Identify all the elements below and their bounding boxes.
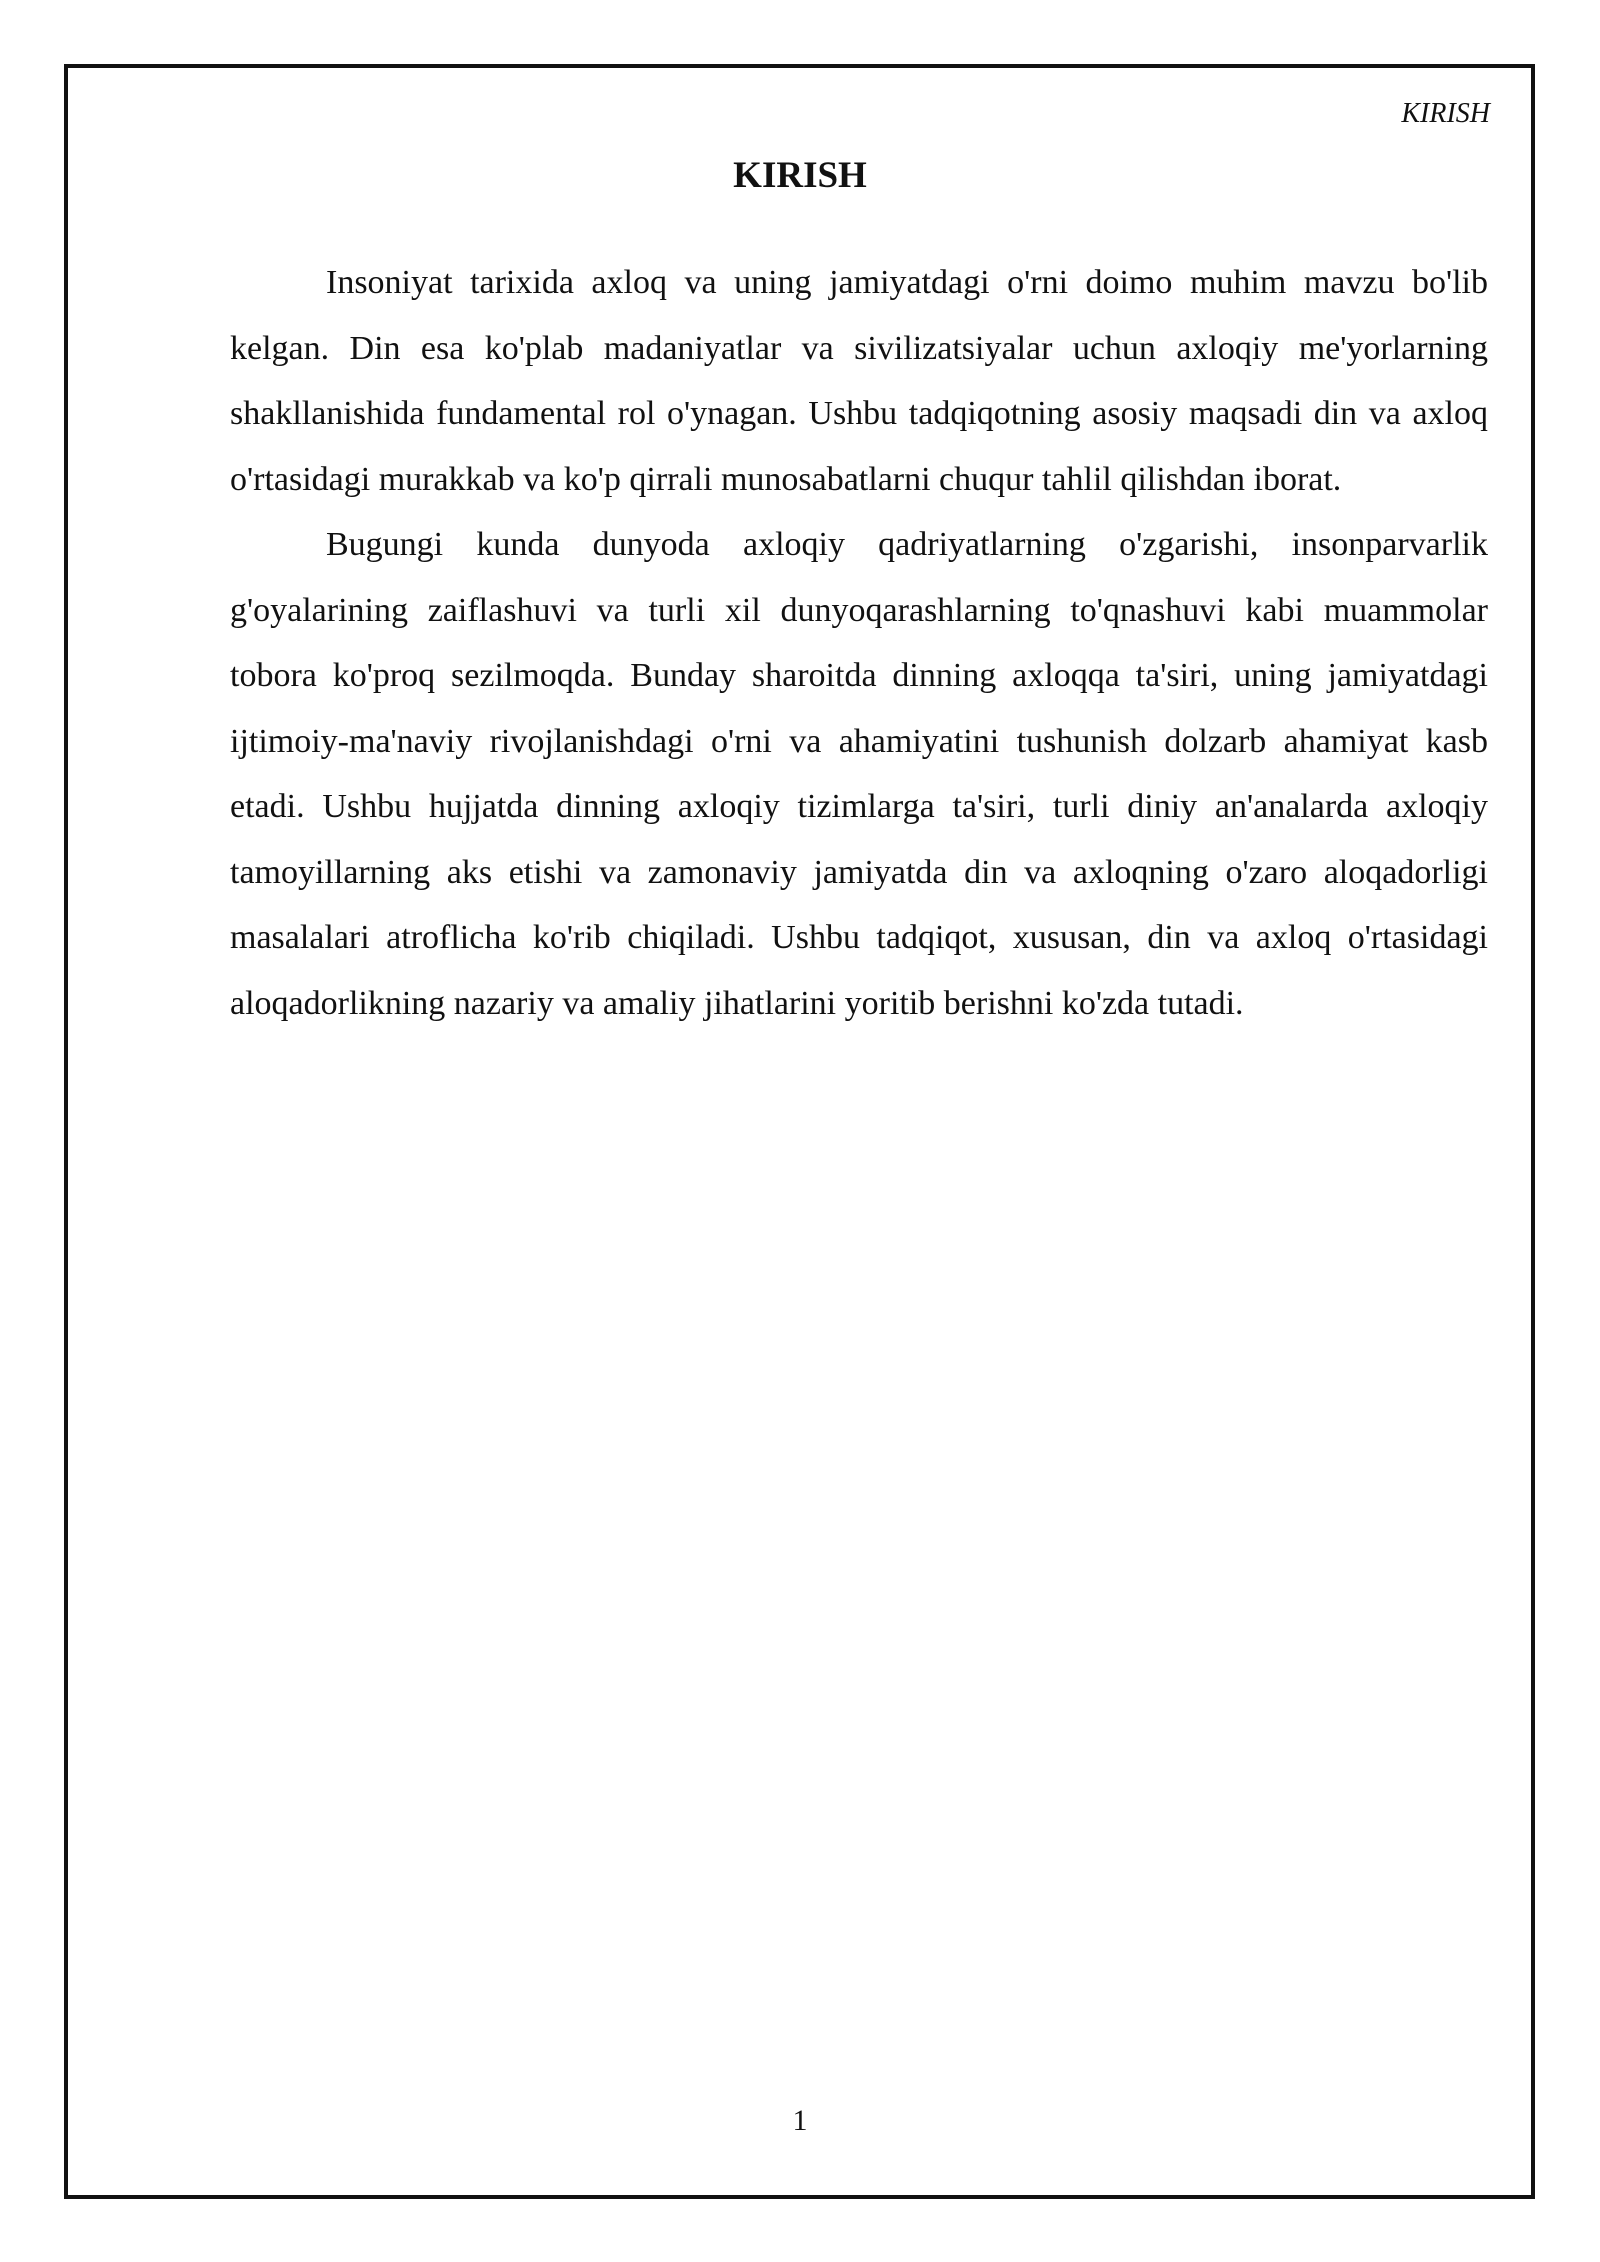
body-paragraph: Bugungi kunda dunyoda axloqiy qadriyatlarning o'zgarishi, insonparvarlik g'oyalarining zaiflashuvi va turli xil dunyoqarashlarning to'qnashuvi kabi muammolar tobora ko'proq sezilmoqda. Bunday sharoitda dinning axloqqa ta'siri, uning jamiyatdagi ijtimoiy-ma'naviy rivojlanishdagi o'rni va ahamiyatini tushunish dolzarb ahamiyat kasb etadi. Ushbu hujjatda dinning axloqiy tizimlarga ta'siri, turli diniy an'analarda axloqiy tamoyillarning aks etishi va zamonaviy jamiyatda din va axloqning o'zaro aloqadorligi masalalari atroflicha ko'rib chiqiladi. Ushbu tadqiqot, xususan, din va axloq o'rtasidagi aloqadorlikning nazariy va amaliy jihatlarini yoritib berishni ko'zda tutadi. <box>230 526 1488 1022</box>
body-paragraph: Insoniyat tarixida axloq va uning jamiyatdagi o'rni doimo muhim mavzu bo'lib kelgan. Din esa ko'plab madaniyatlar va sivilizatsiyalar uchun axloqiy me'yorlarning shakllanishida fundamental rol o'ynagan. Ushbu tadqiqotning asosiy maqsadi din va axloq o'rtasidagi murakkab va ko'p qirrali munosabatlarni chuqur tahlil qilishdan iborat. <box>230 264 1488 498</box>
page-number: 1 <box>792 2104 808 2137</box>
running-header: KIRISH <box>1401 98 1490 129</box>
document-title: KIRISH <box>733 155 867 196</box>
document-body <box>230 250 1488 1036</box>
